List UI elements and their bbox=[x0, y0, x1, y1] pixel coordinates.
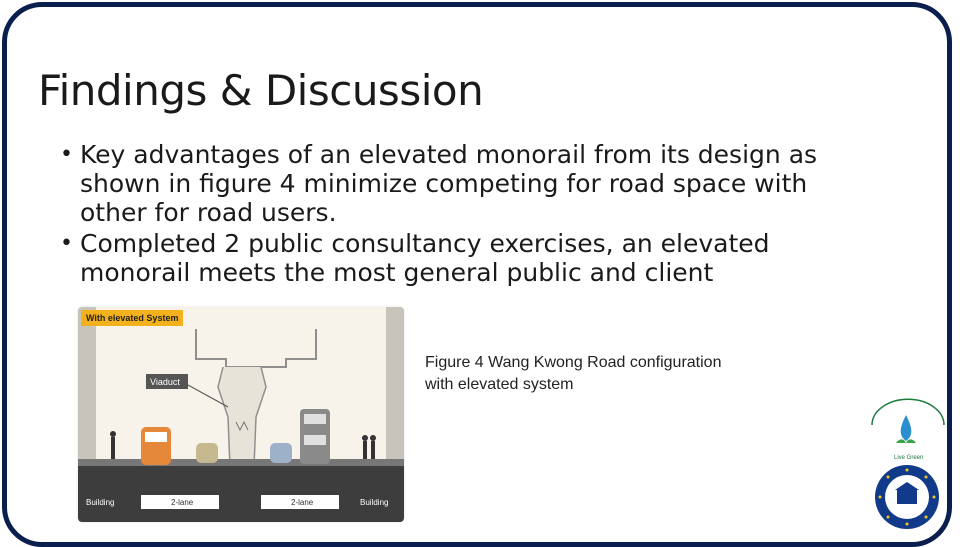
elevated-deck bbox=[196, 329, 316, 367]
figure-caption: Figure 4 Wang Kwong Road configuration with elevated system bbox=[425, 354, 722, 393]
pedestrian bbox=[111, 437, 115, 459]
right-wall bbox=[386, 307, 404, 467]
lane-label-left: 2-lane bbox=[171, 498, 194, 507]
cross-section-illustration bbox=[78, 307, 404, 522]
curb bbox=[78, 459, 404, 466]
road-surface bbox=[78, 465, 404, 522]
pedestrian bbox=[363, 441, 367, 459]
pedestrian-head bbox=[110, 431, 116, 437]
building-label-left: Building bbox=[86, 498, 115, 507]
bullet-text-1: Key advantages of an elevated monorail from its design as shown in figure 4 minimize competing for road space with other for road users. bbox=[80, 140, 818, 227]
viaduct-label: Viaduct bbox=[150, 377, 180, 387]
car bbox=[196, 443, 218, 463]
conference-badge-logo bbox=[862, 395, 952, 465]
road-cross-section-figure bbox=[78, 307, 404, 522]
university-seal-icon bbox=[874, 464, 940, 530]
badge-subtext: Live Green bbox=[894, 455, 924, 461]
bullet-text-2: Completed 2 public consultancy exercises, an elevated monorail meets the most general public and client bbox=[80, 229, 770, 287]
pedestrian bbox=[371, 441, 375, 459]
seal-building-icon bbox=[897, 490, 917, 504]
van bbox=[270, 443, 292, 463]
pedestrian-head bbox=[362, 435, 368, 441]
double-decker-window bbox=[304, 435, 326, 445]
slide-title: Findings & Discussion bbox=[38, 66, 484, 115]
bus-window bbox=[145, 432, 167, 442]
double-decker-window bbox=[304, 414, 326, 424]
pedestrian-head bbox=[370, 435, 376, 441]
bullet-item-2 bbox=[60, 229, 860, 287]
water-drop-icon bbox=[901, 415, 912, 441]
bullet-marker: • bbox=[60, 231, 73, 256]
left-wall bbox=[78, 307, 96, 467]
building-label-right: Building bbox=[360, 498, 389, 507]
viaduct-pier bbox=[218, 367, 266, 467]
bullet-item-1 bbox=[60, 140, 860, 227]
bullet-list bbox=[60, 140, 860, 289]
figure-tag: With elevated System bbox=[81, 310, 183, 326]
lane-label-right: 2-lane bbox=[291, 498, 314, 507]
bullet-marker: • bbox=[60, 142, 73, 167]
